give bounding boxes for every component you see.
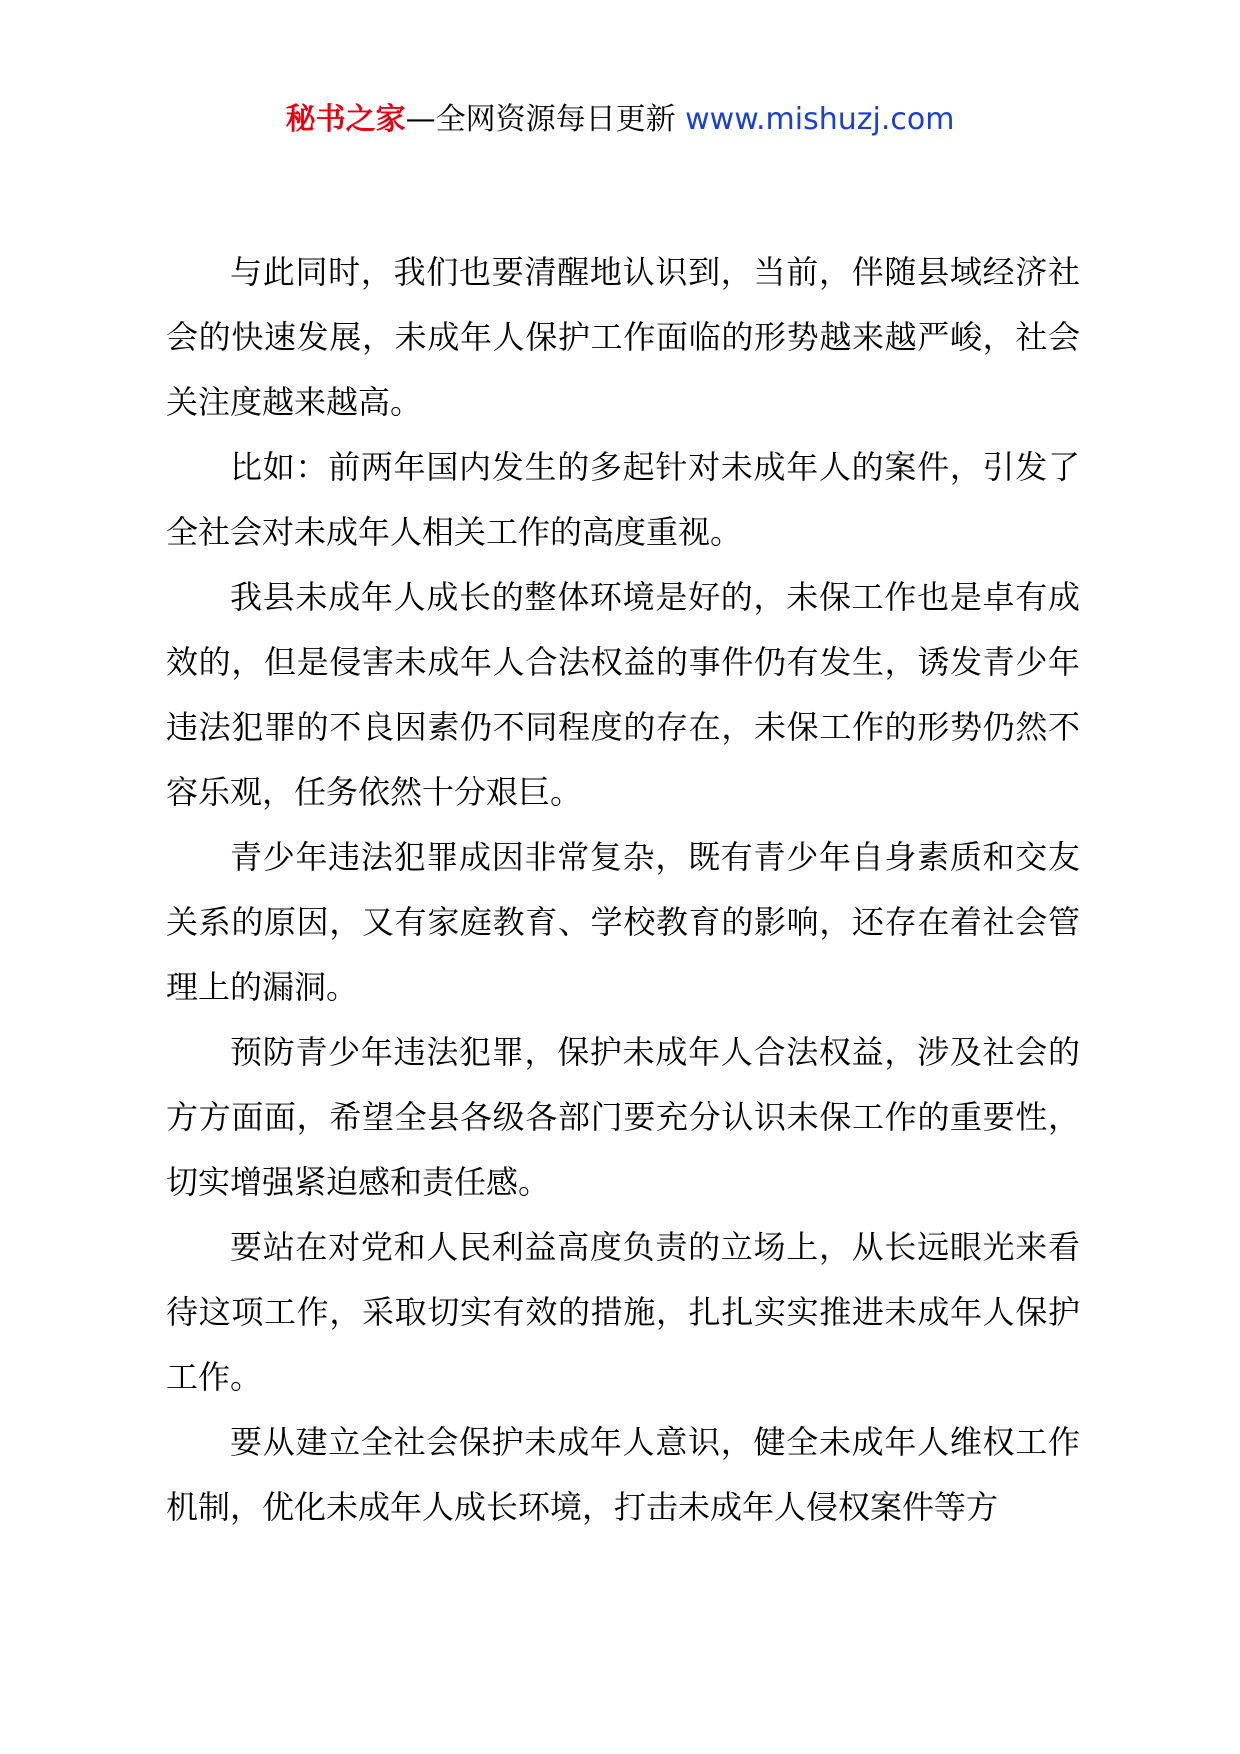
paragraph-4: 青少年违法犯罪成因非常复杂，既有青少年自身素质和交友关系的原因，又有家庭教育、学校教育的影响，还存在着社会管理上的漏洞。 bbox=[166, 838, 1080, 1006]
paragraph-1: 与此同时，我们也要清醒地认识到，当前，伴随县域经济社会的快速发展，未成年人保护工作面临的形势越来越严峻，社会关注度越来越高。 bbox=[166, 253, 1080, 421]
header-tagline: —全网资源每日更新 bbox=[405, 102, 686, 137]
site-url-link[interactable]: www.mishuzj.com bbox=[685, 102, 955, 137]
paragraph-7: 要从建立全社会保护未成年人意识，健全未成年人维权工作机制，优化未成年人成长环境，打击未成年人侵权案件等方 bbox=[166, 1423, 1080, 1526]
paragraph-3: 我县未成年人成长的整体环境是好的，未保工作也是卓有成效的，但是侵害未成年人合法权益的事件仍有发生，诱发青少年违法犯罪的不良因素仍不同程度的存在，未保工作的形势仍然不容乐观，任务依然十分艰巨。 bbox=[166, 578, 1080, 811]
document-body bbox=[166, 240, 1080, 1540]
brand-name: 秘书之家 bbox=[285, 102, 406, 137]
paragraph-6: 要站在对党和人民利益高度负责的立场上，从长远眼光来看待这项工作，采取切实有效的措施，扎扎实实推进未成年人保护工作。 bbox=[166, 1228, 1080, 1396]
paragraph-2: 比如：前两年国内发生的多起针对未成年人的案件，引发了全社会对未成年人相关工作的高度重视。 bbox=[166, 448, 1080, 551]
page-header bbox=[0, 100, 1240, 140]
paragraph-5: 预防青少年违法犯罪，保护未成年人合法权益，涉及社会的方方面面，希望全县各级各部门要充分认识未保工作的重要性，切实增强紧迫感和责任感。 bbox=[166, 1033, 1080, 1201]
